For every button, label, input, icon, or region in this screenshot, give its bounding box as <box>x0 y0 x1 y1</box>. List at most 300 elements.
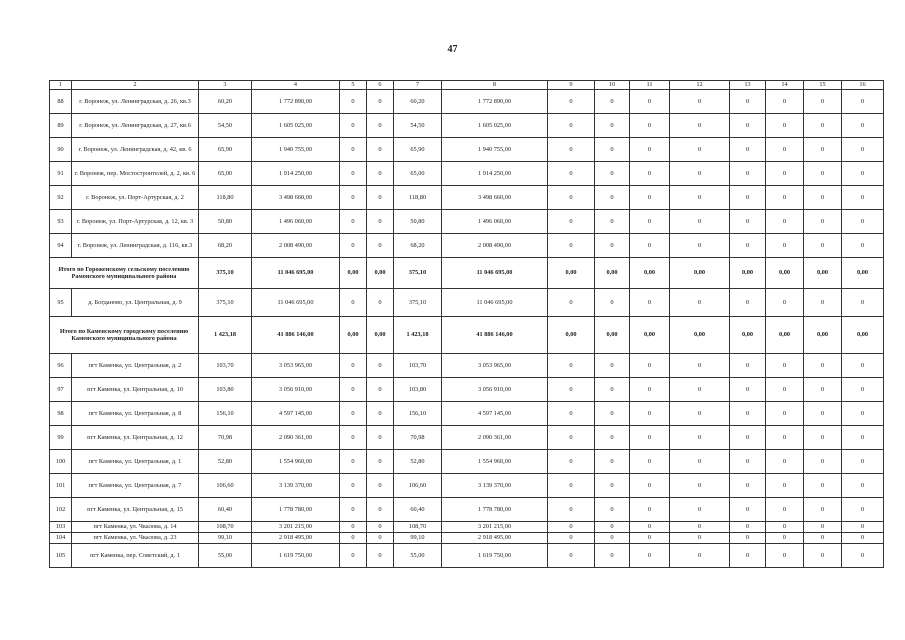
value-cell: 0 <box>595 402 630 426</box>
subtotal-row <box>50 317 884 354</box>
value-cell: 0 <box>842 234 884 258</box>
subtotal-cell: 0,00 <box>630 317 670 354</box>
value-cell: 0 <box>804 354 842 378</box>
value-cell: 0 <box>842 522 884 533</box>
value-cell: 0 <box>766 533 804 544</box>
subtotal-label: Итого по Каменскому городскому поселению Каменского муниципального района <box>50 317 199 354</box>
value-cell: 0 <box>595 234 630 258</box>
value-cell: 0 <box>630 544 670 568</box>
value-cell: 0 <box>670 210 730 234</box>
value-cell: 2 918 495,00 <box>252 533 340 544</box>
value-cell: 0 <box>630 533 670 544</box>
value-cell: 0 <box>548 378 595 402</box>
column-number: 14 <box>766 81 804 90</box>
address-cell: г. Воронеж, ул. Ленинградская, д. 42, кв. 6 <box>72 138 199 162</box>
value-cell: 0 <box>804 522 842 533</box>
column-number-row <box>50 81 884 90</box>
value-cell: 0 <box>630 289 670 317</box>
value-cell: 0 <box>670 533 730 544</box>
value-cell: 3 139 370,00 <box>252 474 340 498</box>
value-cell: 0 <box>766 289 804 317</box>
value-cell: 11 046 695,00 <box>252 289 340 317</box>
row-number: 96 <box>50 354 72 378</box>
value-cell: 0 <box>804 450 842 474</box>
value-cell: 0 <box>804 544 842 568</box>
value-cell: 68,20 <box>199 234 252 258</box>
value-cell: 0 <box>670 522 730 533</box>
value-cell: 2 918 495,00 <box>442 533 548 544</box>
value-cell: 0 <box>670 114 730 138</box>
value-cell: 0 <box>595 450 630 474</box>
value-cell: 0 <box>842 544 884 568</box>
value-cell: 0 <box>367 234 394 258</box>
value-cell: 0 <box>340 289 367 317</box>
value-cell: 70,98 <box>394 426 442 450</box>
subtotal-row <box>50 258 884 289</box>
subtotal-cell: 0,00 <box>340 317 367 354</box>
row-number: 103 <box>50 522 72 533</box>
value-cell: 54,50 <box>199 114 252 138</box>
value-cell: 0 <box>842 474 884 498</box>
table-row <box>50 533 884 544</box>
subtotal-cell: 0,00 <box>842 258 884 289</box>
value-cell: 0 <box>766 498 804 522</box>
value-cell: 0 <box>766 378 804 402</box>
value-cell: 0 <box>548 426 595 450</box>
value-cell: 0 <box>367 378 394 402</box>
value-cell: 0 <box>340 378 367 402</box>
subtotal-label: Итого по Гороженскому сельскому поселению Рамонского муниципального района <box>50 258 199 289</box>
column-number: 12 <box>670 81 730 90</box>
value-cell: 0 <box>630 114 670 138</box>
value-cell: 0 <box>367 522 394 533</box>
value-cell: 0 <box>842 162 884 186</box>
address-cell: пгт Каменка, ул. Центральная, д. 15 <box>72 498 199 522</box>
value-cell: 0 <box>630 186 670 210</box>
value-cell: 0 <box>340 234 367 258</box>
column-number: 1 <box>50 81 72 90</box>
value-cell: 0 <box>548 289 595 317</box>
value-cell: 0 <box>595 474 630 498</box>
subtotal-cell: 0,00 <box>630 258 670 289</box>
value-cell: 0 <box>804 533 842 544</box>
value-cell: 2 008 490,00 <box>252 234 340 258</box>
row-number: 99 <box>50 426 72 450</box>
value-cell: 0 <box>766 114 804 138</box>
value-cell: 0 <box>766 210 804 234</box>
value-cell: 0 <box>670 354 730 378</box>
value-cell: 3 056 910,00 <box>252 378 340 402</box>
value-cell: 106,60 <box>199 474 252 498</box>
value-cell: 1 619 750,00 <box>442 544 548 568</box>
value-cell: 1 496 060,00 <box>252 210 340 234</box>
value-cell: 0 <box>730 533 766 544</box>
table-row <box>50 289 884 317</box>
value-cell: 0 <box>548 354 595 378</box>
value-cell: 0 <box>340 474 367 498</box>
value-cell: 0 <box>595 378 630 402</box>
value-cell: 0 <box>548 234 595 258</box>
subtotal-cell: 41 886 146,00 <box>442 317 548 354</box>
value-cell: 0 <box>804 90 842 114</box>
value-cell: 1 778 780,00 <box>442 498 548 522</box>
row-number: 90 <box>50 138 72 162</box>
value-cell: 0 <box>367 138 394 162</box>
value-cell: 2 090 361,00 <box>252 426 340 450</box>
value-cell: 1 619 750,00 <box>252 544 340 568</box>
subtotal-cell: 0,00 <box>367 317 394 354</box>
table-row <box>50 114 884 138</box>
row-number: 104 <box>50 533 72 544</box>
value-cell: 0 <box>595 544 630 568</box>
value-cell: 0 <box>766 186 804 210</box>
value-cell: 99,10 <box>394 533 442 544</box>
value-cell: 0 <box>766 426 804 450</box>
value-cell: 0 <box>595 498 630 522</box>
table-row <box>50 138 884 162</box>
value-cell: 0 <box>630 522 670 533</box>
address-cell: г. Воронеж, пер. Мостостроителей, д. 2, кв. 6 <box>72 162 199 186</box>
value-cell: 0 <box>595 162 630 186</box>
column-number: 4 <box>252 81 340 90</box>
address-cell: пгт Каменка, ул. Центральная, д. 12 <box>72 426 199 450</box>
column-number: 8 <box>442 81 548 90</box>
address-cell: пгт Каменка, ул. Центральная, д. 8 <box>72 402 199 426</box>
value-cell: 0 <box>842 138 884 162</box>
subtotal-cell: 375,10 <box>199 258 252 289</box>
value-cell: 0 <box>595 210 630 234</box>
table-row <box>50 162 884 186</box>
value-cell: 0 <box>548 450 595 474</box>
value-cell: 65,00 <box>394 162 442 186</box>
value-cell: 0 <box>766 522 804 533</box>
address-cell: пгт Каменка, ул. Центральная, д. 7 <box>72 474 199 498</box>
address-cell: г. Воронеж, ул. Ленинградская, д. 26, кв.3 <box>72 90 199 114</box>
value-cell: 52,80 <box>199 450 252 474</box>
row-number: 100 <box>50 450 72 474</box>
subtotal-cell: 0,00 <box>766 258 804 289</box>
value-cell: 0 <box>730 162 766 186</box>
subtotal-cell: 1 423,18 <box>199 317 252 354</box>
value-cell: 1 554 960,00 <box>252 450 340 474</box>
table-row <box>50 234 884 258</box>
value-cell: 2 090 361,00 <box>442 426 548 450</box>
value-cell: 0 <box>730 354 766 378</box>
value-cell: 1 772 890,00 <box>442 90 548 114</box>
value-cell: 0 <box>548 210 595 234</box>
value-cell: 0 <box>367 402 394 426</box>
value-cell: 0 <box>766 138 804 162</box>
value-cell: 54,50 <box>394 114 442 138</box>
value-cell: 0 <box>340 544 367 568</box>
value-cell: 0 <box>670 289 730 317</box>
value-cell: 0 <box>804 426 842 450</box>
value-cell: 1 914 250,00 <box>442 162 548 186</box>
value-cell: 3 498 660,00 <box>252 186 340 210</box>
value-cell: 68,20 <box>394 234 442 258</box>
value-cell: 0 <box>595 138 630 162</box>
subtotal-cell: 0,00 <box>804 317 842 354</box>
value-cell: 0 <box>730 186 766 210</box>
value-cell: 0 <box>842 402 884 426</box>
value-cell: 0 <box>548 162 595 186</box>
value-cell: 0 <box>367 544 394 568</box>
value-cell: 375,10 <box>394 289 442 317</box>
value-cell: 156,10 <box>199 402 252 426</box>
value-cell: 103,70 <box>199 354 252 378</box>
row-number: 93 <box>50 210 72 234</box>
value-cell: 55,00 <box>199 544 252 568</box>
value-cell: 0 <box>730 402 766 426</box>
value-cell: 0 <box>548 90 595 114</box>
value-cell: 0 <box>630 498 670 522</box>
value-cell: 0 <box>766 354 804 378</box>
subtotal-cell: 0,00 <box>842 317 884 354</box>
value-cell: 3 053 965,00 <box>442 354 548 378</box>
value-cell: 0 <box>548 533 595 544</box>
value-cell: 0 <box>804 378 842 402</box>
value-cell: 0 <box>766 234 804 258</box>
value-cell: 0 <box>367 162 394 186</box>
table-row <box>50 426 884 450</box>
value-cell: 0 <box>367 186 394 210</box>
table-row <box>50 474 884 498</box>
row-number: 89 <box>50 114 72 138</box>
row-number: 98 <box>50 402 72 426</box>
value-cell: 0 <box>804 114 842 138</box>
table-row <box>50 544 884 568</box>
value-cell: 3 056 910,00 <box>442 378 548 402</box>
subtotal-cell: 0,00 <box>804 258 842 289</box>
value-cell: 0 <box>340 522 367 533</box>
value-cell: 0 <box>804 498 842 522</box>
value-cell: 0 <box>670 402 730 426</box>
value-cell: 1 554 960,00 <box>442 450 548 474</box>
value-cell: 50,80 <box>394 210 442 234</box>
value-cell: 0 <box>595 354 630 378</box>
value-cell: 0 <box>595 90 630 114</box>
value-cell: 0 <box>630 474 670 498</box>
value-cell: 0 <box>804 289 842 317</box>
value-cell: 52,80 <box>394 450 442 474</box>
page-number: 47 <box>447 44 458 55</box>
value-cell: 0 <box>804 138 842 162</box>
value-cell: 0 <box>730 289 766 317</box>
column-number: 2 <box>72 81 199 90</box>
value-cell: 0 <box>630 378 670 402</box>
value-cell: 0 <box>367 90 394 114</box>
value-cell: 0 <box>630 450 670 474</box>
column-number: 13 <box>730 81 766 90</box>
value-cell: 1 940 755,00 <box>252 138 340 162</box>
value-cell: 50,80 <box>199 210 252 234</box>
address-cell: пгт Каменка, ул. Центральная, д. 2 <box>72 354 199 378</box>
table-row <box>50 90 884 114</box>
value-cell: 0 <box>766 162 804 186</box>
value-cell: 1 772 890,00 <box>252 90 340 114</box>
subtotal-cell: 11 046 695,00 <box>252 258 340 289</box>
value-cell: 0 <box>548 544 595 568</box>
row-number: 92 <box>50 186 72 210</box>
value-cell: 0 <box>630 402 670 426</box>
value-cell: 0 <box>670 90 730 114</box>
value-cell: 3 201 215,00 <box>442 522 548 533</box>
value-cell: 0 <box>630 210 670 234</box>
table-row <box>50 186 884 210</box>
value-cell: 0 <box>766 474 804 498</box>
column-number: 11 <box>630 81 670 90</box>
column-number: 10 <box>595 81 630 90</box>
value-cell: 0 <box>670 186 730 210</box>
value-cell: 0 <box>340 450 367 474</box>
subtotal-cell: 0,00 <box>367 258 394 289</box>
value-cell: 0 <box>842 186 884 210</box>
value-cell: 3 201 215,00 <box>252 522 340 533</box>
value-cell: 0 <box>842 378 884 402</box>
value-cell: 1 605 025,00 <box>252 114 340 138</box>
row-number: 97 <box>50 378 72 402</box>
value-cell: 1 778 780,00 <box>252 498 340 522</box>
value-cell: 1 496 060,00 <box>442 210 548 234</box>
row-number: 88 <box>50 90 72 114</box>
value-cell: 0 <box>670 544 730 568</box>
column-number: 15 <box>804 81 842 90</box>
value-cell: 0 <box>548 522 595 533</box>
value-cell: 108,70 <box>199 522 252 533</box>
value-cell: 0 <box>340 402 367 426</box>
value-cell: 0 <box>730 450 766 474</box>
subtotal-cell: 0,00 <box>670 258 730 289</box>
value-cell: 0 <box>730 90 766 114</box>
value-cell: 0 <box>367 210 394 234</box>
table-row <box>50 498 884 522</box>
value-cell: 0 <box>340 210 367 234</box>
value-cell: 156,10 <box>394 402 442 426</box>
table-row <box>50 210 884 234</box>
value-cell: 0 <box>367 474 394 498</box>
value-cell: 0 <box>730 544 766 568</box>
address-cell: г. Воронеж, ул. Порт-Артурская, д. 12, кв. 3 <box>72 210 199 234</box>
value-cell: 0 <box>630 138 670 162</box>
value-cell: 0 <box>766 90 804 114</box>
value-cell: 0 <box>670 162 730 186</box>
value-cell: 70,98 <box>199 426 252 450</box>
column-number: 9 <box>548 81 595 90</box>
value-cell: 0 <box>766 402 804 426</box>
value-cell: 0 <box>367 289 394 317</box>
table-row <box>50 378 884 402</box>
value-cell: 108,70 <box>394 522 442 533</box>
value-cell: 0 <box>842 90 884 114</box>
subtotal-cell: 0,00 <box>548 317 595 354</box>
value-cell: 0 <box>630 354 670 378</box>
value-cell: 0 <box>670 498 730 522</box>
value-cell: 0 <box>367 533 394 544</box>
value-cell: 0 <box>766 544 804 568</box>
value-cell: 4 597 145,00 <box>442 402 548 426</box>
value-cell: 0 <box>842 450 884 474</box>
value-cell: 0 <box>548 138 595 162</box>
value-cell: 65,00 <box>199 162 252 186</box>
value-cell: 3 139 370,00 <box>442 474 548 498</box>
value-cell: 3 053 965,00 <box>252 354 340 378</box>
value-cell: 0 <box>804 186 842 210</box>
value-cell: 0 <box>340 114 367 138</box>
address-cell: пгт Каменка, ул. Центральная, д. 10 <box>72 378 199 402</box>
value-cell: 0 <box>670 426 730 450</box>
value-cell: 65,90 <box>394 138 442 162</box>
value-cell: 0 <box>630 234 670 258</box>
value-cell: 0 <box>730 234 766 258</box>
value-cell: 0 <box>367 450 394 474</box>
address-cell: г. Воронеж, ул. Ленинградская, д. 27, кв.6 <box>72 114 199 138</box>
value-cell: 60,20 <box>199 90 252 114</box>
subtotal-cell: 0,00 <box>766 317 804 354</box>
column-number: 16 <box>842 81 884 90</box>
value-cell: 0 <box>595 533 630 544</box>
value-cell: 0 <box>670 138 730 162</box>
row-number: 94 <box>50 234 72 258</box>
value-cell: 60,20 <box>394 90 442 114</box>
table-row <box>50 402 884 426</box>
value-cell: 1 940 755,00 <box>442 138 548 162</box>
row-number: 101 <box>50 474 72 498</box>
value-cell: 0 <box>766 450 804 474</box>
value-cell: 0 <box>670 474 730 498</box>
value-cell: 0 <box>340 533 367 544</box>
value-cell: 0 <box>670 378 730 402</box>
value-cell: 0 <box>630 162 670 186</box>
row-number: 105 <box>50 544 72 568</box>
value-cell: 0 <box>340 498 367 522</box>
value-cell: 0 <box>730 474 766 498</box>
row-number: 102 <box>50 498 72 522</box>
value-cell: 0 <box>842 114 884 138</box>
table-row <box>50 522 884 533</box>
address-cell: пгт Каменка, ул. Чкалова, д. 23 <box>72 533 199 544</box>
value-cell: 0 <box>804 402 842 426</box>
value-cell: 0 <box>730 378 766 402</box>
value-cell: 0 <box>367 354 394 378</box>
value-cell: 0 <box>804 162 842 186</box>
value-cell: 4 597 145,00 <box>252 402 340 426</box>
value-cell: 0 <box>730 114 766 138</box>
column-number: 7 <box>394 81 442 90</box>
subtotal-cell: 0,00 <box>730 258 766 289</box>
value-cell: 0 <box>842 354 884 378</box>
row-number: 95 <box>50 289 72 317</box>
value-cell: 0 <box>730 210 766 234</box>
address-cell: г. Воронеж, ул. Ленинградская, д. 116, кв.3 <box>72 234 199 258</box>
value-cell: 0 <box>340 138 367 162</box>
value-cell: 103,80 <box>394 378 442 402</box>
value-cell: 0 <box>730 498 766 522</box>
value-cell: 118,80 <box>394 186 442 210</box>
value-cell: 0 <box>842 289 884 317</box>
value-cell: 0 <box>670 450 730 474</box>
value-cell: 0 <box>340 426 367 450</box>
subtotal-cell: 0,00 <box>548 258 595 289</box>
value-cell: 0 <box>548 498 595 522</box>
value-cell: 106,60 <box>394 474 442 498</box>
value-cell: 0 <box>842 498 884 522</box>
value-cell: 2 008 490,00 <box>442 234 548 258</box>
address-cell: пгт Каменка, ул. Чкалова, д. 14 <box>72 522 199 533</box>
value-cell: 0 <box>670 234 730 258</box>
address-cell: д. Богданово, ул. Центральная, д. 9 <box>72 289 199 317</box>
value-cell: 55,00 <box>394 544 442 568</box>
value-cell: 0 <box>842 426 884 450</box>
